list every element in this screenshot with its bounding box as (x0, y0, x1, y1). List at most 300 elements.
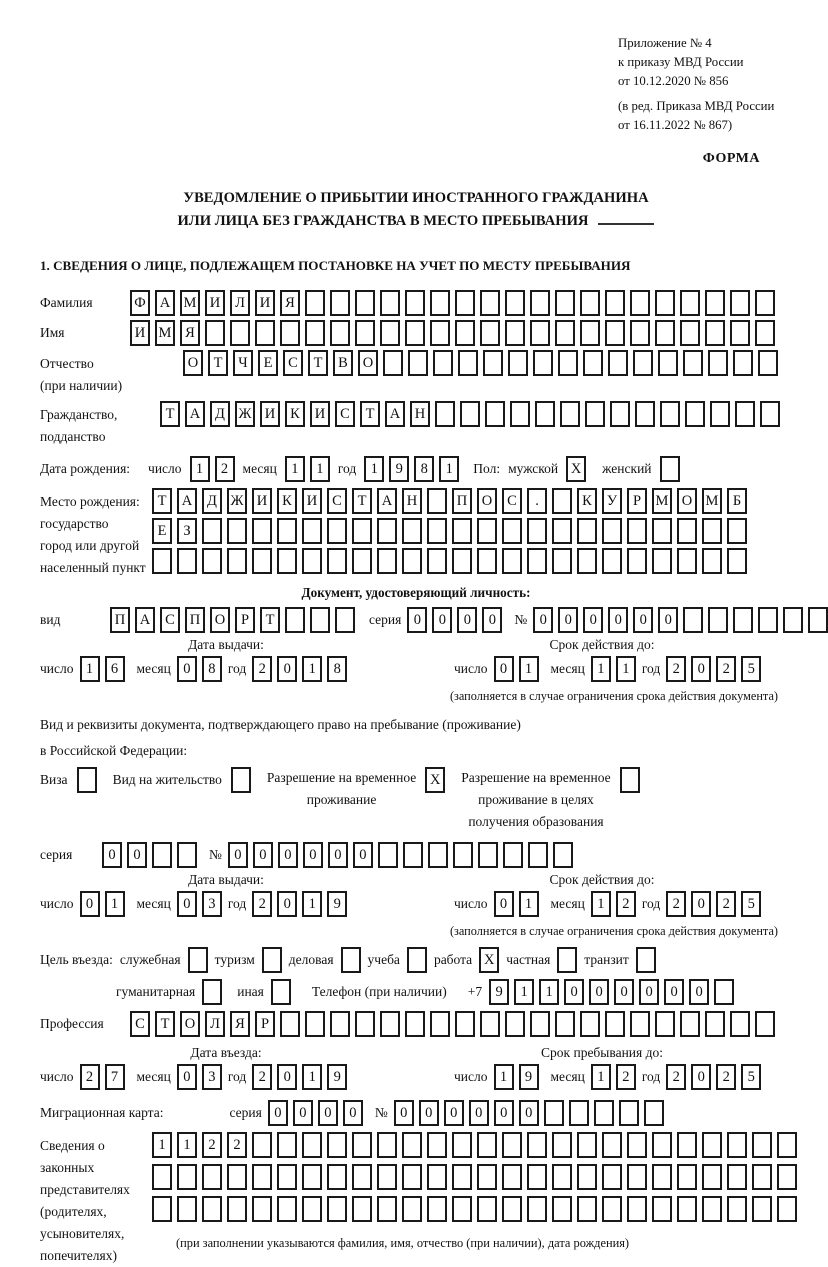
form-cell[interactable]: 0 (278, 842, 298, 868)
form-cell[interactable] (605, 1011, 625, 1037)
form-cell[interactable]: 0 (303, 842, 323, 868)
form-cell[interactable] (627, 548, 647, 574)
form-cell[interactable] (480, 1011, 500, 1037)
form-cell[interactable] (302, 548, 322, 574)
form-cell[interactable] (405, 320, 425, 346)
form-cell[interactable] (427, 1132, 447, 1158)
form-cell[interactable] (227, 1164, 247, 1190)
form-cell[interactable] (808, 607, 828, 633)
form-cell[interactable]: 2 (215, 456, 235, 482)
form-cell[interactable] (502, 548, 522, 574)
form-cell[interactable] (627, 1196, 647, 1222)
form-cell[interactable] (530, 290, 550, 316)
form-cell[interactable]: 0 (444, 1100, 464, 1126)
form-cell[interactable] (477, 1132, 497, 1158)
form-cell[interactable] (569, 1100, 589, 1126)
form-cell[interactable] (752, 1196, 772, 1222)
form-cell[interactable] (528, 842, 548, 868)
form-cell[interactable]: Т (160, 401, 180, 427)
form-cell[interactable] (552, 548, 572, 574)
form-cell[interactable] (527, 518, 547, 544)
form-cell[interactable] (403, 842, 423, 868)
form-cell[interactable] (452, 1164, 472, 1190)
form-cell[interactable]: С (327, 488, 347, 514)
form-cell[interactable] (502, 1196, 522, 1222)
form-cell[interactable] (477, 1196, 497, 1222)
form-cell[interactable] (758, 350, 778, 376)
form-cell[interactable] (427, 1196, 447, 1222)
form-cell[interactable] (330, 1011, 350, 1037)
form-cell[interactable] (377, 518, 397, 544)
form-cell[interactable] (735, 401, 755, 427)
form-cell[interactable] (660, 401, 680, 427)
form-cell[interactable]: 2 (252, 1064, 272, 1090)
form-cell[interactable] (205, 320, 225, 346)
form-cell[interactable] (402, 1196, 422, 1222)
form-cell[interactable] (405, 1011, 425, 1037)
form-cell[interactable]: 1 (616, 656, 636, 682)
form-cell[interactable]: О (677, 488, 697, 514)
form-cell[interactable]: 1 (80, 656, 100, 682)
form-cell[interactable]: Т (308, 350, 328, 376)
form-cell[interactable] (430, 290, 450, 316)
form-cell[interactable] (252, 548, 272, 574)
form-cell[interactable] (680, 290, 700, 316)
form-cell[interactable] (202, 548, 222, 574)
form-cell[interactable] (433, 350, 453, 376)
form-cell[interactable] (252, 518, 272, 544)
form-cell[interactable] (280, 1011, 300, 1037)
form-cell[interactable] (577, 548, 597, 574)
form-cell[interactable] (733, 350, 753, 376)
form-cell[interactable]: 1 (591, 891, 611, 917)
form-cell[interactable]: 0 (277, 1064, 297, 1090)
form-cell[interactable] (430, 320, 450, 346)
form-cell[interactable] (577, 1196, 597, 1222)
form-cell[interactable]: 2 (252, 656, 272, 682)
form-cell[interactable]: Л (230, 290, 250, 316)
form-cell[interactable] (730, 290, 750, 316)
form-cell[interactable] (619, 1100, 639, 1126)
form-cell[interactable]: 1 (285, 456, 305, 482)
form-cell[interactable] (560, 401, 580, 427)
form-cell[interactable]: Ч (233, 350, 253, 376)
form-cell[interactable] (580, 290, 600, 316)
form-cell[interactable] (505, 1011, 525, 1037)
form-cell[interactable]: Д (202, 488, 222, 514)
form-cell[interactable] (702, 1132, 722, 1158)
form-cell[interactable] (555, 1011, 575, 1037)
form-cell[interactable]: 0 (533, 607, 553, 633)
form-cell[interactable] (633, 350, 653, 376)
form-cell[interactable] (405, 290, 425, 316)
form-cell[interactable] (755, 1011, 775, 1037)
form-cell[interactable]: 1 (494, 1064, 514, 1090)
form-cell[interactable]: П (185, 607, 205, 633)
form-cell[interactable] (702, 548, 722, 574)
form-cell[interactable] (377, 1132, 397, 1158)
form-cell[interactable]: 0 (691, 1064, 711, 1090)
form-cell[interactable] (480, 320, 500, 346)
form-cell[interactable]: И (130, 320, 150, 346)
form-cell[interactable]: 0 (658, 607, 678, 633)
form-cell[interactable]: П (452, 488, 472, 514)
form-cell[interactable]: С (283, 350, 303, 376)
form-cell[interactable] (352, 1164, 372, 1190)
form-cell[interactable] (230, 320, 250, 346)
form-cell[interactable]: А (377, 488, 397, 514)
form-cell[interactable] (455, 320, 475, 346)
form-cell[interactable]: 0 (328, 842, 348, 868)
form-cell[interactable] (271, 979, 291, 1005)
form-cell[interactable]: Р (255, 1011, 275, 1037)
form-cell[interactable] (552, 518, 572, 544)
form-cell[interactable] (302, 1164, 322, 1190)
form-cell[interactable]: 0 (318, 1100, 338, 1126)
form-cell[interactable] (527, 1196, 547, 1222)
form-cell[interactable] (702, 1164, 722, 1190)
form-cell[interactable]: 1 (591, 1064, 611, 1090)
form-cell[interactable] (177, 842, 197, 868)
form-cell[interactable] (605, 320, 625, 346)
form-cell[interactable]: 5 (741, 891, 761, 917)
form-cell[interactable] (402, 1132, 422, 1158)
form-cell[interactable]: 2 (716, 891, 736, 917)
form-cell[interactable]: Л (205, 1011, 225, 1037)
form-cell[interactable]: А (135, 607, 155, 633)
form-cell[interactable]: Т (360, 401, 380, 427)
form-cell[interactable] (705, 1011, 725, 1037)
form-cell[interactable] (602, 548, 622, 574)
form-cell[interactable]: 9 (327, 891, 347, 917)
form-cell[interactable]: Б (727, 488, 747, 514)
form-cell[interactable]: 0 (228, 842, 248, 868)
form-cell[interactable] (335, 607, 355, 633)
form-cell[interactable] (377, 548, 397, 574)
form-cell[interactable]: 1 (105, 891, 125, 917)
form-cell[interactable] (503, 842, 523, 868)
form-cell[interactable] (755, 320, 775, 346)
form-cell[interactable]: 2 (616, 891, 636, 917)
form-cell[interactable]: 0 (407, 607, 427, 633)
form-cell[interactable] (655, 290, 675, 316)
form-cell[interactable] (435, 401, 455, 427)
form-cell[interactable]: 5 (741, 656, 761, 682)
form-cell[interactable]: Н (402, 488, 422, 514)
form-cell[interactable] (702, 518, 722, 544)
form-cell[interactable]: Ф (130, 290, 150, 316)
form-cell[interactable]: 2 (202, 1132, 222, 1158)
form-cell[interactable]: 0 (293, 1100, 313, 1126)
form-cell[interactable]: 7 (105, 1064, 125, 1090)
form-cell[interactable]: 5 (741, 1064, 761, 1090)
form-cell[interactable]: 0 (494, 1100, 514, 1126)
form-cell[interactable] (452, 548, 472, 574)
form-cell[interactable] (627, 518, 647, 544)
form-cell[interactable]: 8 (202, 656, 222, 682)
form-cell[interactable] (341, 947, 361, 973)
form-cell[interactable] (580, 1011, 600, 1037)
form-cell[interactable]: 0 (519, 1100, 539, 1126)
form-cell[interactable]: А (155, 290, 175, 316)
form-cell[interactable] (702, 1196, 722, 1222)
form-cell[interactable]: Т (152, 488, 172, 514)
form-cell[interactable] (585, 401, 605, 427)
form-cell[interactable] (727, 1132, 747, 1158)
form-cell[interactable] (402, 548, 422, 574)
form-cell[interactable]: 2 (666, 1064, 686, 1090)
form-cell[interactable]: И (302, 488, 322, 514)
form-cell[interactable] (658, 350, 678, 376)
form-cell[interactable] (227, 1196, 247, 1222)
form-cell[interactable]: 0 (614, 979, 634, 1005)
form-cell[interactable] (608, 350, 628, 376)
form-cell[interactable]: 1 (302, 891, 322, 917)
form-cell[interactable]: 0 (102, 842, 122, 868)
form-cell[interactable] (533, 350, 553, 376)
form-cell[interactable]: 0 (177, 891, 197, 917)
form-cell[interactable] (277, 548, 297, 574)
form-cell[interactable] (277, 1196, 297, 1222)
form-cell[interactable] (652, 1164, 672, 1190)
form-cell[interactable] (227, 548, 247, 574)
form-cell[interactable]: 2 (716, 656, 736, 682)
form-cell[interactable] (727, 518, 747, 544)
form-cell[interactable] (355, 1011, 375, 1037)
form-cell[interactable]: 0 (177, 656, 197, 682)
form-cell[interactable] (477, 548, 497, 574)
form-cell[interactable]: С (502, 488, 522, 514)
form-cell[interactable] (527, 548, 547, 574)
form-cell[interactable] (302, 1196, 322, 1222)
form-cell[interactable]: 6 (105, 656, 125, 682)
form-cell[interactable]: 9 (489, 979, 509, 1005)
form-cell[interactable]: 0 (583, 607, 603, 633)
form-cell[interactable] (305, 1011, 325, 1037)
form-cell[interactable]: 1 (364, 456, 384, 482)
form-cell[interactable] (177, 1196, 197, 1222)
form-cell[interactable] (710, 401, 730, 427)
form-cell[interactable] (355, 290, 375, 316)
form-cell[interactable] (458, 350, 478, 376)
form-cell[interactable] (302, 1132, 322, 1158)
form-cell[interactable] (630, 290, 650, 316)
form-cell[interactable]: 0 (639, 979, 659, 1005)
form-cell[interactable] (302, 518, 322, 544)
form-cell[interactable]: О (180, 1011, 200, 1037)
form-cell[interactable]: 1 (539, 979, 559, 1005)
form-cell[interactable] (427, 488, 447, 514)
form-cell[interactable]: Ж (235, 401, 255, 427)
form-cell[interactable] (777, 1132, 797, 1158)
form-cell[interactable] (377, 1164, 397, 1190)
form-cell[interactable] (677, 1196, 697, 1222)
form-cell[interactable]: 0 (277, 891, 297, 917)
form-cell[interactable] (352, 518, 372, 544)
form-cell[interactable]: Е (258, 350, 278, 376)
form-cell[interactable] (252, 1164, 272, 1190)
form-cell[interactable] (752, 1132, 772, 1158)
form-cell[interactable] (594, 1100, 614, 1126)
form-cell[interactable]: 2 (716, 1064, 736, 1090)
form-cell[interactable] (652, 1196, 672, 1222)
form-cell[interactable]: 1 (310, 456, 330, 482)
form-cell[interactable]: 0 (80, 891, 100, 917)
form-cell[interactable]: И (260, 401, 280, 427)
form-cell[interactable] (202, 979, 222, 1005)
form-cell[interactable] (483, 350, 503, 376)
form-cell[interactable]: З (177, 518, 197, 544)
form-cell[interactable]: 0 (691, 656, 711, 682)
form-cell[interactable]: 1 (177, 1132, 197, 1158)
form-cell[interactable]: Е (152, 518, 172, 544)
form-cell[interactable] (552, 1132, 572, 1158)
form-cell[interactable]: Н (410, 401, 430, 427)
form-cell[interactable] (352, 1132, 372, 1158)
form-cell[interactable] (252, 1196, 272, 1222)
form-cell[interactable]: 0 (558, 607, 578, 633)
form-cell[interactable]: 2 (616, 1064, 636, 1090)
form-cell[interactable]: 2 (666, 656, 686, 682)
form-cell[interactable]: 0 (589, 979, 609, 1005)
form-cell[interactable] (630, 320, 650, 346)
form-cell[interactable]: 0 (608, 607, 628, 633)
form-cell[interactable] (555, 320, 575, 346)
form-cell[interactable] (730, 1011, 750, 1037)
form-cell[interactable] (355, 320, 375, 346)
form-cell[interactable]: У (602, 488, 622, 514)
form-cell[interactable]: Ж (227, 488, 247, 514)
form-cell[interactable]: М (652, 488, 672, 514)
form-cell[interactable] (502, 518, 522, 544)
form-cell[interactable] (152, 842, 172, 868)
form-cell[interactable]: 3 (202, 891, 222, 917)
form-cell[interactable] (380, 290, 400, 316)
form-cell[interactable] (552, 1164, 572, 1190)
form-cell[interactable] (380, 320, 400, 346)
form-cell[interactable] (553, 842, 573, 868)
form-cell[interactable] (280, 320, 300, 346)
form-cell[interactable] (783, 607, 803, 633)
form-cell[interactable]: М (155, 320, 175, 346)
form-cell[interactable]: 8 (414, 456, 434, 482)
form-cell[interactable]: К (577, 488, 597, 514)
form-cell[interactable] (407, 947, 427, 973)
form-cell[interactable]: 0 (419, 1100, 439, 1126)
form-cell[interactable]: 9 (389, 456, 409, 482)
form-cell[interactable] (352, 1196, 372, 1222)
form-cell[interactable] (655, 320, 675, 346)
form-cell[interactable]: Т (155, 1011, 175, 1037)
form-cell[interactable]: 3 (202, 1064, 222, 1090)
form-cell[interactable] (714, 979, 734, 1005)
form-cell[interactable]: 0 (353, 842, 373, 868)
form-cell[interactable]: О (210, 607, 230, 633)
form-cell[interactable] (602, 1164, 622, 1190)
form-cell[interactable]: 0 (394, 1100, 414, 1126)
form-cell[interactable] (505, 320, 525, 346)
form-cell[interactable] (577, 1164, 597, 1190)
form-cell[interactable] (580, 320, 600, 346)
form-cell[interactable] (427, 548, 447, 574)
form-cell[interactable]: X (479, 947, 499, 973)
form-cell[interactable] (510, 401, 530, 427)
form-cell[interactable] (777, 1164, 797, 1190)
form-cell[interactable] (680, 1011, 700, 1037)
form-cell[interactable] (310, 607, 330, 633)
form-cell[interactable] (733, 607, 753, 633)
form-cell[interactable] (610, 401, 630, 427)
form-cell[interactable] (378, 842, 398, 868)
form-cell[interactable] (627, 1164, 647, 1190)
form-cell[interactable] (455, 290, 475, 316)
form-cell[interactable] (602, 518, 622, 544)
form-cell[interactable] (620, 767, 640, 793)
form-cell[interactable]: 1 (439, 456, 459, 482)
form-cell[interactable] (577, 1132, 597, 1158)
form-cell[interactable] (455, 1011, 475, 1037)
form-cell[interactable]: 0 (564, 979, 584, 1005)
form-cell[interactable] (527, 1132, 547, 1158)
form-cell[interactable]: 0 (127, 842, 147, 868)
form-cell[interactable] (557, 947, 577, 973)
form-cell[interactable] (188, 947, 208, 973)
form-cell[interactable] (552, 1196, 572, 1222)
form-cell[interactable]: Р (627, 488, 647, 514)
form-cell[interactable] (652, 518, 672, 544)
form-cell[interactable] (477, 1164, 497, 1190)
form-cell[interactable] (478, 842, 498, 868)
form-cell[interactable]: 1 (514, 979, 534, 1005)
form-cell[interactable]: В (333, 350, 353, 376)
form-cell[interactable] (730, 320, 750, 346)
form-cell[interactable] (708, 350, 728, 376)
form-cell[interactable]: С (335, 401, 355, 427)
form-cell[interactable]: 0 (343, 1100, 363, 1126)
form-cell[interactable] (227, 518, 247, 544)
form-cell[interactable] (502, 1164, 522, 1190)
form-cell[interactable] (652, 548, 672, 574)
form-cell[interactable]: М (702, 488, 722, 514)
form-cell[interactable] (685, 401, 705, 427)
form-cell[interactable] (558, 350, 578, 376)
form-cell[interactable] (277, 1132, 297, 1158)
form-cell[interactable] (330, 290, 350, 316)
form-cell[interactable] (477, 518, 497, 544)
form-cell[interactable] (380, 1011, 400, 1037)
form-cell[interactable] (652, 1132, 672, 1158)
form-cell[interactable]: А (385, 401, 405, 427)
form-cell[interactable] (544, 1100, 564, 1126)
form-cell[interactable] (327, 518, 347, 544)
form-cell[interactable] (152, 548, 172, 574)
form-cell[interactable] (677, 548, 697, 574)
form-cell[interactable]: 0 (432, 607, 452, 633)
form-cell[interactable] (408, 350, 428, 376)
form-cell[interactable] (327, 1196, 347, 1222)
form-cell[interactable] (708, 607, 728, 633)
form-cell[interactable]: 0 (277, 656, 297, 682)
form-cell[interactable] (428, 842, 448, 868)
form-cell[interactable] (758, 607, 778, 633)
form-cell[interactable]: 0 (494, 891, 514, 917)
form-cell[interactable]: О (183, 350, 203, 376)
form-cell[interactable] (627, 1132, 647, 1158)
form-cell[interactable]: 2 (666, 891, 686, 917)
form-cell[interactable]: Я (280, 290, 300, 316)
form-cell[interactable]: 1 (591, 656, 611, 682)
form-cell[interactable]: 0 (177, 1064, 197, 1090)
